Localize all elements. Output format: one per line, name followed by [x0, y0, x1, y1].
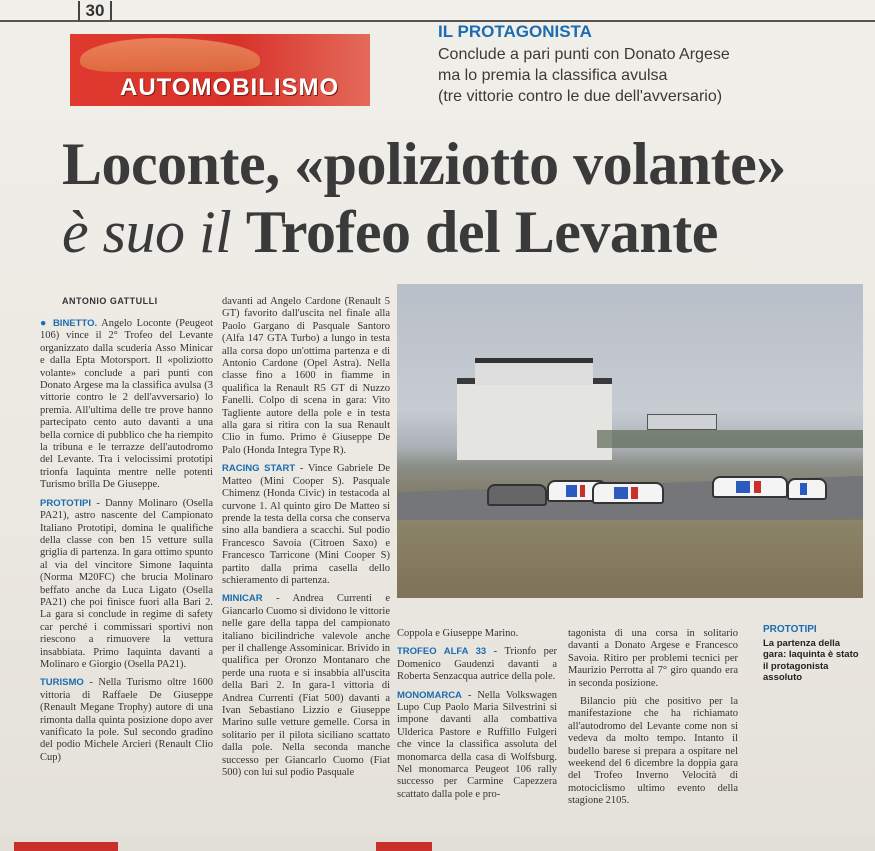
race-car [787, 478, 827, 500]
headline-line-1: Loconte, «poliziotto volante» [62, 131, 786, 197]
race-car [487, 484, 547, 506]
car-silhouette-icon [80, 38, 260, 72]
paragraph: ● BINETTO. Angelo Loconte (Peugeot 106) vince il 2° Trofeo del Levante organizzato dalla scuderia Asso Minicar e dalla Epta Motorsport. Il «poliziotto volante» conclude a pari punti con Donato Argese ma la classifica avulsa (3 vittorie contro le 2 dell'avversario) lo premia. All'ultima delle tre prove hanno partecipato cento auto davanti a una bella cornice di pubblico che ha riempito la tribuna e le terrazze dell'autodromo del Levante. Tra i velocissimi prototipi trionfa Iaquinta mentre nelle potenti Turismo brilla De Giuseppe. [40, 318, 213, 491]
subhead-line: Conclude a pari punti con Donato Argese [438, 46, 730, 63]
paragraph: Coppola e Giuseppe Marino. [397, 628, 519, 639]
subsection-tag: MINICAR [222, 593, 263, 605]
subsection-tag: RACING START [222, 463, 296, 475]
headline-bold: Trofeo del Levante [245, 199, 718, 265]
subhead-line: ma lo premia la classifica avulsa [438, 67, 668, 84]
paragraph [222, 463, 390, 587]
footer-section-tab [376, 842, 432, 851]
subsection-tag: MONOMARCA [397, 689, 462, 701]
paragraph [397, 646, 557, 683]
grandstand [457, 378, 612, 460]
caption-tag: PROTOTIPI [763, 624, 817, 635]
race-car [712, 476, 788, 498]
paragraph-text: Angelo Loconte (Peugeot 106) vince il 2° Trofeo del Levante organizzato dalla scuderia Asso Minicar e dalla Epta Motorsport. Il «poliziotto volante» conclude a pari punti con Donato Argese ma la classifica avulsa (3 vittorie contro le 2 dell'avversario) lo premia. All'ultima delle tre prove hanno partecipato cento auto davanti a una bella cornice di pubblico che ha riempito la tribuna e le terrazze dell'autodromo del Levante. Tra i velocissimi prototipi trionfa Iaquinta mentre nelle potenti Turismo brilla De Giuseppe. [40, 318, 213, 491]
footer-section-tab [14, 842, 118, 851]
paragraph: tagonista di una corsa in solitario davanti a Donato Argese e Francesco Savoia. Ritiro per problemi tecnici per Maurizio Perrotta al 7° giro quando era in seconda posizione. [568, 628, 738, 689]
control-tower [647, 414, 717, 430]
paragraph [397, 690, 557, 802]
paragraph: davanti ad Angelo Cardone (Renault 5 GT) favorito dall'uscita nel finale alla Paolo Gargano di Pasquale Santoro (Alfa 147 GTA Turbo) a lungo in testa alla corsa dopo un'ottima partenza e di Antonio Cardone (Opel Astra). Nella classe fino a 1600 in fiamme in qualifica la Renault R5 GT di Nuzzo Fanelli. Colpo di scena in gara: Vito Tagliente autore della pole e in testa alla gara si ritira con la sua Renault Clio in fumo. Primo è Giuseppe De Palo (Honda Integra Type R). [222, 296, 390, 456]
kicker: IL PROTAGONISTA [438, 22, 592, 41]
footer-strip [0, 838, 875, 851]
article-column-2 [222, 296, 390, 785]
paragraph-text: - Trionfo per Domenico Gaudenzi davanti a Roberta Senzacqua autrice della pole. [397, 646, 558, 683]
headline-italic: è suo il [62, 199, 232, 265]
race-start-photo [397, 284, 863, 598]
headline [62, 130, 862, 266]
race-car [592, 482, 664, 504]
top-rule [0, 0, 875, 22]
treeline [597, 430, 863, 448]
photo-caption [763, 624, 863, 684]
paragraph-text: - Vince Gabriele De Matteo (Mini Cooper S). Pasquale Chimenz (Honda Civic) in testacoda al curvone 1. Al quinto giro De Matteo si prende la testa della corsa che conserva sino alla bandiera a scacchi. Sul podio Francesco Savoia (Citroen Saxo) e Francesco Tarricone (Mini Cooper S) partito dalla prima casella dello schieramento di partenza. [222, 463, 391, 586]
article-column-4 [568, 628, 738, 814]
subsection-tag: TROFEO ALFA 33 [397, 646, 487, 658]
paragraph: Bilancio più che positivo per la manifestazione che ha richiamato all'autodromo del Levante come non si vedeva da molto tempo. Intanto il budello barese si prepara a ospitare nel weekend del 6 dicembre la doppia gara del Trofeo Inverno Velocità di motociclismo ultimo evento della stagione 2105. [568, 696, 738, 807]
article-column-1 [40, 318, 213, 770]
paragraph-text: - Nella Turismo oltre 1600 vittoria di Raffaele De Giuseppe (Renault Megane Trophy) autore di una rimonta dalla quinta posizione dopo aver vanificato la pole. Sul secondo gradino del podio Michele Arcieri (Renault Clio Cup) [40, 677, 214, 763]
subsection-tag: TURISMO [40, 677, 84, 689]
section-label: AUTOMOBILISMO [120, 74, 340, 101]
paragraph [40, 677, 213, 764]
subhead-line: (tre vittorie contro le due dell'avversario) [438, 88, 723, 105]
paragraph-text: - Andrea Currenti e Giancarlo Cuomo si dividono le vittorie nelle gare della tappa del campionato italiano bicilindriche valevole anche per il challenge Assominicar. Brivido in qualifica per Oronzo Montanaro che perde una ruota e si insabbia all'uscita della Bari 2. In gara-1 vittoria di Andrea Currenti (Fiat 500) davanti a Ivan Sebastiano Lizzio e Giuseppe Marino sulle vetture gemelle. Corsa in solitario per il pilota siciliano scattato dalla pole. Nella seconda manche successo per Giancarlo Cuomo (Fiat 500) con lui sul podio Pasquale [222, 593, 390, 779]
dateline: BINETTO. [52, 318, 98, 329]
caption-text: La partenza della gara: Iaquinta è stato il protagonista assoluto [763, 637, 859, 683]
page-number: 30 [78, 1, 112, 21]
infield-grass [397, 520, 863, 598]
subsection-tag: PROTOTIPI [40, 497, 92, 509]
paragraph [40, 498, 213, 672]
paragraph [222, 593, 390, 779]
paragraph-text: - Nella Volkswagen Lupo Cup Paolo Maria Silvestrini si impone davanti alla combattiva Ulderica Pastore e Ruffillo Fulgeri che vince la classifica assoluta del monomarca della casa di Wolfsburg. Nel monomarca Peugeot 106 rally successo per Carmine Capezzera scattato dalla pole e pro- [397, 689, 557, 800]
byline: ANTONIO GATTULLI [62, 296, 158, 306]
article-column-3 [397, 628, 557, 807]
section-banner [70, 34, 370, 106]
headline-line-2 [62, 198, 862, 266]
paragraph-text: - Danny Molinaro (Osella PA21), astro nascente del Campionato Italiano Prototipi, domina le qualifiche della classe con ben 15 vetture sulla griglia di partenza. In gara ottimo spunto al via del vincitore Simone Iaquinta (Norma M20FC) che brucia Molinaro beffato anche da Luca Ligato (Osella PA21) che poi finisce fuori alla Bari 2. La gara si conclude in regime di safety car perché i commissari sportivi non riescono a rimuovere la vettura insabbiata. Primo Iaquinta davanti a Molinaro e Giorgio (Osella PA21). [40, 497, 214, 670]
subhead [438, 44, 858, 107]
